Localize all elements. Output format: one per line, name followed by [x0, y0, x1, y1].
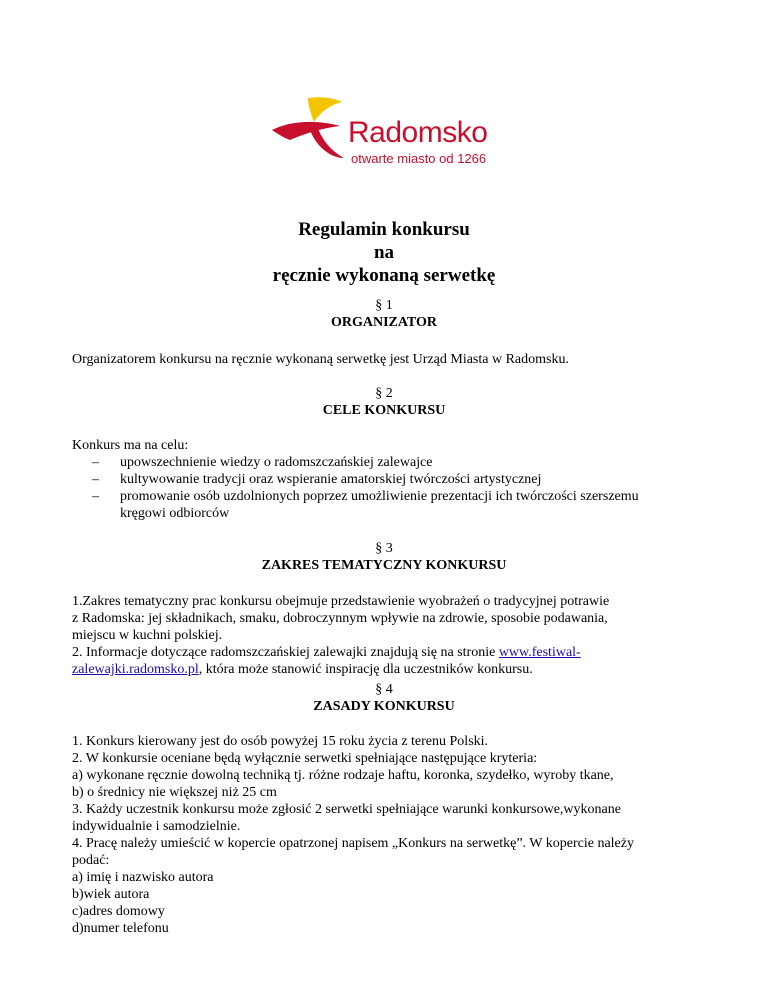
list-item: – kultywowanie tradycji oraz wspieranie amatorskiej twórczości artystycznej [92, 472, 542, 487]
rule-line: a) wykonane ręcznie dowolną techniką tj. różne rodzaje haftu, koronka, szydełko, wyroby tkane, [72, 768, 614, 783]
scope-line: 2. Informacje dotyczące radomszczańskiej zalewajki znajdują się na stronie www.festiwal- [72, 645, 581, 660]
rule-line: 3. Każdy uczestnik konkursu może zgłosić 2 serwetki spełniające warunki konkursowe,wykonane [72, 802, 621, 817]
radomsko-emblem-icon [270, 96, 360, 170]
goals-list [72, 454, 712, 522]
goals-block [72, 437, 712, 522]
section-heading: ORGANIZATOR [330, 315, 438, 330]
section-heading: ZAKRES TEMATYCZNY KONKURSU [261, 558, 507, 573]
section-4-header [0, 681, 768, 715]
festival-link[interactable]: www.festiwal- [498, 645, 581, 660]
title-line-3: ręcznie wykonaną serwetkę [272, 265, 496, 286]
list-item: – upowszechnienie wiedzy o radomszczańskiej zalewajce [92, 455, 433, 470]
section-number: § 4 [375, 682, 393, 697]
organizer-paragraph [72, 351, 712, 368]
section-number: § 1 [375, 298, 393, 313]
rule-line: d)numer telefonu [72, 921, 169, 936]
rule-line: 4. Pracę należy umieścić w kopercie opatrzonej napisem „Konkurs na serwetkę”. W kopercie należy [72, 836, 634, 851]
section-heading: CELE KONKURSU [322, 403, 446, 418]
title-line-1: Regulamin konkursu [298, 219, 470, 240]
section-heading: ZASADY KONKURSU [313, 699, 455, 714]
section-1-header [0, 297, 768, 331]
scope-line: zalewajki.radomsko.pl, która może stanowić inspirację dla uczestników konkursu. [72, 662, 533, 677]
rules-paragraph [72, 733, 712, 937]
scope-paragraph [72, 593, 712, 678]
rule-line: c)adres domowy [72, 904, 165, 919]
section-number: § 3 [375, 541, 393, 556]
rule-line: b)wiek autora [72, 887, 150, 902]
rule-line: indywidualnie i samodzielnie. [72, 819, 241, 834]
scope-line: z Radomska: jej składnikach, smaku, dobroczynnym wpływie na zdrowie, sposobie podawania, [72, 611, 608, 626]
goals-intro: Konkurs ma na celu: [72, 438, 189, 453]
section-number: § 2 [375, 386, 393, 401]
logo-tagline: otwarte miasto od 1266 [351, 151, 487, 166]
rule-line: podać: [72, 853, 110, 868]
list-item-continuation: kręgowi odbiorców [120, 506, 230, 521]
festival-link-continuation[interactable]: zalewajki.radomsko.pl [72, 662, 199, 677]
section-3-header [0, 540, 768, 574]
rule-line: 2. W konkursie oceniane będą wyłącznie serwetki spełniające następujące kryteria: [72, 751, 538, 766]
list-item: – promowanie osób uzdolnionych poprzez umożliwienie prezentacji ich twórczości szerszemu [92, 489, 639, 504]
title-line-2: na [373, 242, 395, 263]
document-title [0, 218, 768, 287]
section-2-header [0, 385, 768, 419]
rule-line: a) imię i nazwisko autora [72, 870, 214, 885]
scope-line: miejscu w kuchni polskiej. [72, 628, 223, 643]
rule-line: 1. Konkurs kierowany jest do osób powyżej 15 roku życia z terenu Polski. [72, 734, 489, 749]
radomsko-logo [270, 96, 510, 170]
scope-line: 1.Zakres tematyczny prac konkursu obejmuje przedstawienie wyobrażeń o tradycyjnej potrawie [72, 594, 610, 609]
logo-name: Radomsko [348, 116, 488, 149]
rule-line: b) o średnicy nie większej niż 25 cm [72, 785, 277, 800]
organizer-text: Organizatorem konkursu na ręcznie wykonaną serwetkę jest Urząd Miasta w Radomsku. [72, 352, 569, 367]
